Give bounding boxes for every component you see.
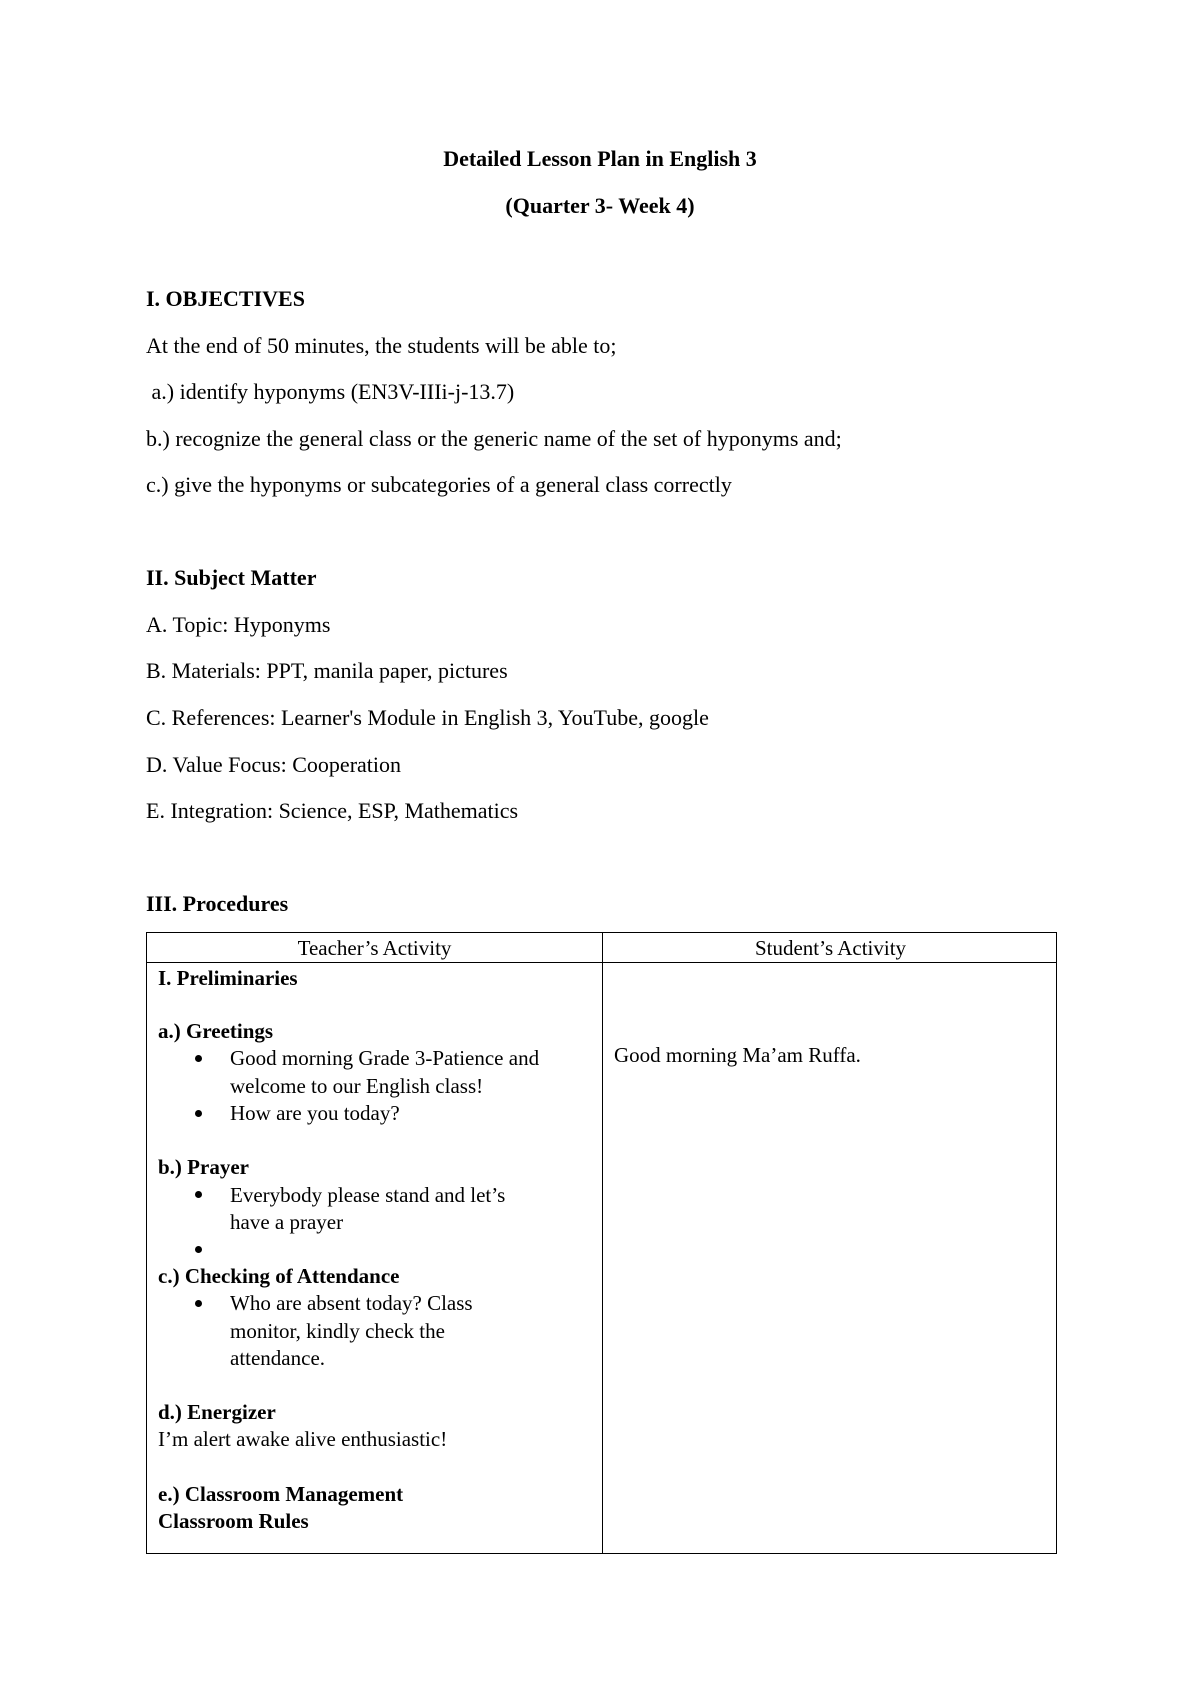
subject-matter-heading: II. Subject Matter (146, 565, 317, 590)
prayer-bullet-1-line-1: Everybody please stand and let’s (230, 1183, 506, 1207)
header-divider (147, 962, 1056, 963)
document-subtitle: (Quarter 3- Week 4) (505, 193, 695, 218)
column-header-teacher: Teacher’s Activity (297, 936, 452, 960)
objectives-heading: I. OBJECTIVES (146, 286, 305, 311)
column-header-student: Student’s Activity (754, 936, 907, 960)
greetings-label: a.) Greetings (158, 1019, 274, 1043)
attendance-bullet-1-line-3: attendance. (230, 1346, 326, 1370)
procedures-table (146, 932, 1057, 1554)
procedures-heading: III. Procedures (146, 891, 289, 916)
bullet-icon (195, 1300, 202, 1307)
greetings-bullet-2: How are you today? (230, 1101, 400, 1125)
classroom-rules-label: Classroom Rules (158, 1509, 309, 1533)
bullet-icon (195, 1191, 202, 1198)
objective-item-c: c.) give the hyponyms or subcategories of a general class correctly (146, 472, 732, 497)
attendance-bullet-1-line-2: monitor, kindly check the (230, 1319, 445, 1343)
greetings-bullet-1-line-1: Good morning Grade 3-Patience and (230, 1046, 540, 1070)
greetings-bullet-1-line-2: welcome to our English class! (230, 1074, 484, 1098)
prayer-bullet-1-line-2: have a prayer (230, 1210, 344, 1234)
subject-value-focus: D. Value Focus: Cooperation (146, 752, 402, 777)
column-divider (602, 933, 603, 1553)
subject-integration: E. Integration: Science, ESP, Mathematics (146, 798, 519, 823)
energizer-text: I’m alert awake alive enthusiastic! (158, 1427, 448, 1451)
prayer-label: b.) Prayer (158, 1155, 249, 1179)
student-greeting-response: Good morning Ma’am Ruffa. (614, 1043, 861, 1067)
objective-item-a: a.) identify hyponyms (EN3V-IIIi-j-13.7) (146, 379, 515, 404)
document-title: Detailed Lesson Plan in English 3 (443, 146, 757, 171)
objectives-intro: At the end of 50 minutes, the students will be able to; (146, 333, 617, 358)
bullet-icon (195, 1246, 202, 1253)
preliminaries-heading: I. Preliminaries (158, 966, 298, 990)
classroom-management-label: e.) Classroom Management (158, 1482, 404, 1506)
energizer-label: d.) Energizer (158, 1400, 276, 1424)
attendance-bullet-1-line-1: Who are absent today? Class (230, 1291, 473, 1315)
bullet-icon (195, 1055, 202, 1062)
objective-item-b: b.) recognize the general class or the generic name of the set of hyponyms and; (146, 426, 842, 451)
subject-topic: A. Topic: Hyponyms (146, 612, 331, 637)
attendance-label: c.) Checking of Attendance (158, 1264, 400, 1288)
subject-references: C. References: Learner's Module in English 3, YouTube, google (146, 705, 709, 730)
bullet-icon (195, 1110, 202, 1117)
subject-materials: B. Materials: PPT, manila paper, pictures (146, 658, 508, 683)
